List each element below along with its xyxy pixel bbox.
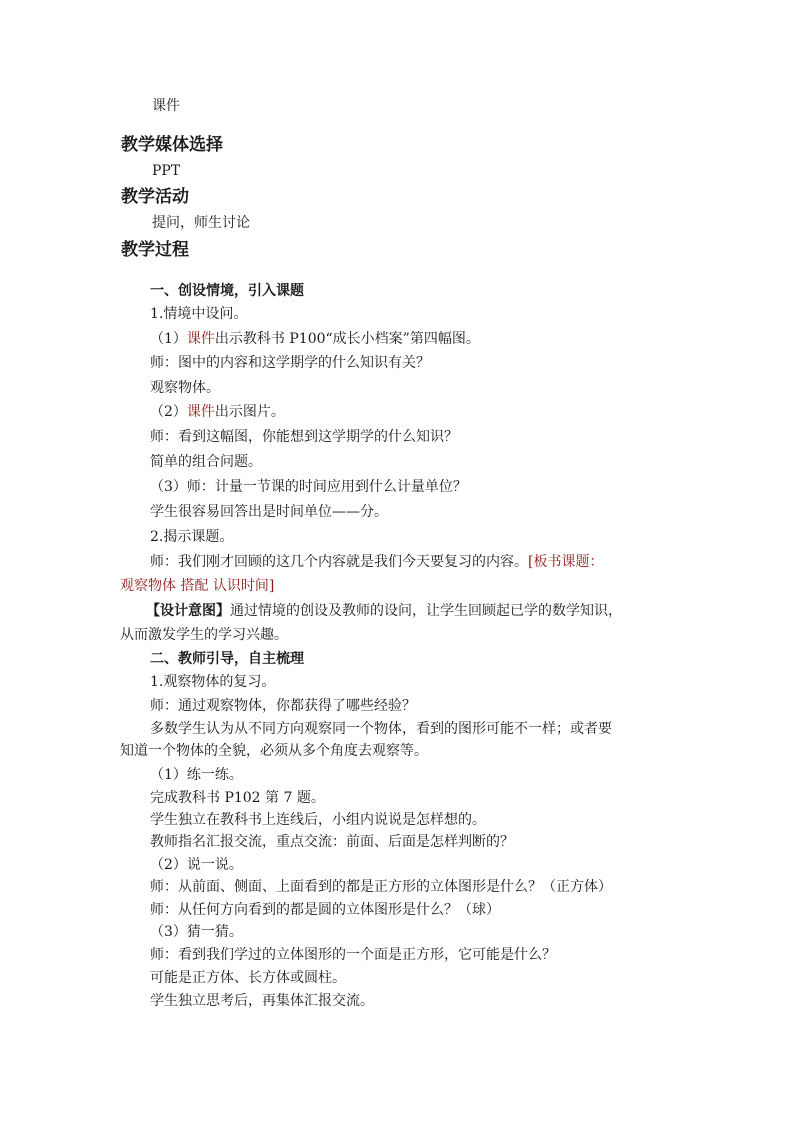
paragraph: 教师指名汇报交流，重点交流：前面、后面是怎样判断的？: [150, 834, 514, 850]
courseware-label: 课件: [186, 331, 215, 347]
paragraph: （2）说一说。: [150, 857, 243, 873]
paragraph: 简单的组合问题。: [150, 454, 262, 470]
board-title-note: [板书课题：: [528, 554, 604, 570]
paragraph: 师：图中的内容和这学期学的什么知识有关？: [150, 355, 430, 371]
paragraph: 2.揭示课题。: [150, 529, 234, 545]
section-1-title: 一、创设情境，引入课题: [150, 283, 304, 299]
media-value: PPT: [152, 163, 181, 179]
paragraph: 可能是正方体、长方体或圆柱。: [150, 970, 346, 986]
paragraph: （1）课件出示教科书 P100“成长小档案”第四幅图。: [150, 331, 480, 347]
section-2-title: 二、教师引导，自主梳理: [150, 651, 304, 667]
board-title-content: 观察物体 搭配 认识时间]: [120, 578, 275, 594]
heading-activity: 教学活动: [121, 187, 189, 207]
paragraph: 从而激发学生的学习兴趣。: [120, 627, 288, 643]
heading-process: 教学过程: [121, 240, 189, 260]
paragraph: 师：我们刚才回顾的这几个内容就是我们今天要复习的内容。[板书课题：: [150, 554, 604, 570]
paragraph: 学生独立在教科书上连线后，小组内说说是怎样想的。: [150, 812, 486, 828]
design-intent: 【设计意图】通过情境的创设及教师的设问，让学生回顾起已学的数学知识，: [146, 603, 622, 619]
paragraph: 知道一个物体的全貌，必须从多个角度去观察等。: [120, 743, 428, 759]
paragraph: （1）练一练。: [150, 767, 243, 783]
paragraph: 多数学生认为从不同方向观察同一个物体，看到的图形可能不一样；或者要: [150, 721, 612, 737]
paragraph: 师：看到我们学过的立体图形的一个面是正方形，它可能是什么？: [150, 947, 556, 963]
courseware-label: 课件: [186, 404, 215, 420]
intro-line: 课件: [152, 98, 180, 114]
paragraph: 师：通过观察物体，你都获得了哪些经验？: [150, 698, 416, 714]
paragraph: 师：看到这幅图，你能想到这学期学的什么知识？: [150, 429, 458, 445]
paragraph: 1.情境中设问。: [150, 306, 248, 322]
paragraph: 学生很容易回答出是时间单位——分。: [150, 504, 388, 520]
paragraph: 师：从前面、侧面、上面看到的都是正方形的立体图形是什么？（正方体）: [150, 879, 612, 895]
paragraph: （3）猜一猜。: [150, 924, 243, 940]
paragraph: 1.观察物体的复习。: [150, 674, 276, 690]
paragraph: （3）师：计量一节课的时间应用到什么计量单位？: [150, 479, 467, 495]
paragraph: 师：从任何方向看到的都是圆的立体图形是什么？（球）: [150, 902, 500, 918]
paragraph: 完成教科书 P102 第 7 题。: [150, 790, 325, 806]
paragraph: 学生独立思考后，再集体汇报交流。: [150, 993, 374, 1009]
paragraph: （2）课件出示图片。: [150, 404, 285, 420]
heading-media: 教学媒体选择: [121, 135, 223, 155]
activity-value: 提问，师生讨论: [152, 215, 250, 231]
paragraph: 观察物体。: [150, 380, 220, 396]
